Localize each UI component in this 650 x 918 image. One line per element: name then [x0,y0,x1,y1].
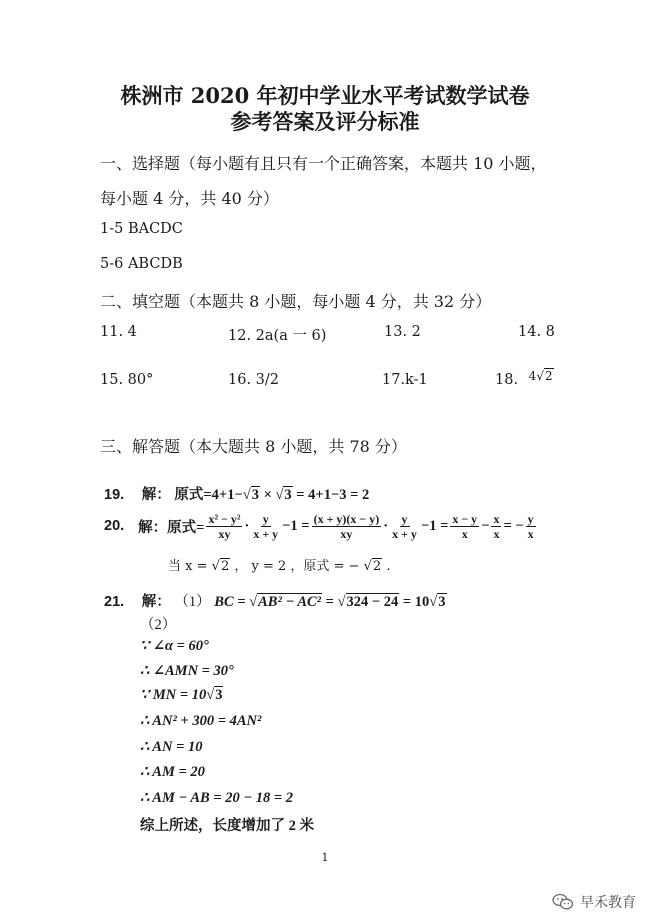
q20-f4-denominator: x + y [392,526,417,541]
q21-part1-marker: （1） [174,594,211,610]
q21-line-6: ∴ AM = 20 [140,764,205,780]
q21-bc-radicand-2: 324 − 24 [346,594,399,610]
q20-label: 解： [138,519,168,536]
q20-minus-3: − [481,517,490,534]
q20-x-radicand: 2 [220,559,230,574]
q20-minus-1: −1 = [282,517,310,534]
q20-f1-denominator: xy [218,526,231,541]
choice-answers-1: 1-5 BACDC [100,221,183,237]
q21-number: 21. [104,594,125,610]
q20-f2-denominator: x + y [253,526,279,541]
q20-fraction-2 [251,512,280,541]
q20-equals: = − [503,517,524,534]
q20-fraction-4 [390,512,419,541]
q21-part1: 21. 解： （1） BC = √AB² − AC² = √324 − 24 = 10√3 [104,594,446,610]
page-number: 1 [321,851,329,864]
q20-minus-2: −1 = [420,517,449,534]
q20-period: . [386,559,391,574]
q21-line-2: ∴ ∠AMN = 30° [140,663,234,679]
q21-line-7: ∴ AM − AB = 20 − 18 = 2 [140,790,294,806]
fill-answer-18-value: 4√2 [528,369,553,383]
q20-f5-denominator: x [461,526,468,541]
q20-f3-numerator: (x + y)(x − y) [313,511,380,526]
fill-answer-14: 14. 8 [518,324,555,340]
q21-label: 解： [141,594,171,610]
q20-pre: 原式= [167,519,205,536]
q19-part3: = 4+1−3 = 2 [296,487,370,503]
q21-eq: = [325,594,334,610]
q19-solution: 19. 解： 原式=4+1−√3 × √3 = 4+1−3 = 2 [104,487,370,503]
q21-bc-radicand: AB² − AC² [258,594,322,610]
q21-line-1: ∵ ∠α = 60° [140,638,209,654]
watermark-text: 早禾教育 [580,895,636,911]
fill-answer-13: 13. 2 [384,324,421,340]
q20-f7-numerator: y [527,511,534,526]
q18-coefficient: 4 [528,369,537,383]
q20-f2-numerator: y [262,511,269,526]
q19-radicand-2: 3 [284,487,292,503]
q21-line-4: ∴ AN² + 300 = 4AN² [140,713,262,729]
q20-f1-numerator: x² − y² [208,511,241,526]
q19-number: 19. [104,487,125,503]
q20-fraction-3 [312,512,382,541]
q21-bc-result: = 10 [402,594,430,610]
q20-result-radicand: 2 [372,559,382,574]
q20-f6-denominator: x [493,526,500,541]
q20-substitution: 当 x = √2 ， y = 2 ，原式 = − √2 . [168,559,391,574]
q19-label: 解： [141,487,171,503]
q21-part2-marker: （2） [140,617,177,633]
q19-part1: 原式=4+1− [174,487,243,503]
section1-heading: 一、选择题（每小题有且只有一个正确答案，本题共 10 小题， [100,154,547,173]
fill-answer-18 [495,369,554,388]
document-title: 株洲市 2020 年初中学业水平考试数学试卷 [120,83,530,108]
wechat-icon [552,893,574,911]
q20-result-text: ， y = 2 ，原式 = − [234,559,360,574]
fill-answer-18-label: 18. [495,372,519,388]
fill-answer-15: 15. 80° [100,372,154,388]
q20-fraction-5 [450,512,479,541]
document-subtitle: 参考答案及评分标准 [230,109,420,134]
q21-bc: BC = [214,594,246,610]
watermark [552,892,636,912]
q20-solution: 20. 解： 原式= $\frac{\text{x² − y²}}{xy}$ · $\frac{y}{x + y}$ −1 = $\frac{(x + y)(x - y)}{xy}$ · $\frac{y}{x + y}$ −1 = $\frac{x - y}{x}$ − $\frac{x}{x}$ = − $\frac{y}{x}$ [104,511,534,541]
section2-heading: 二、填空题（本题共 8 小题，每小题 4 分，共 32 分） [100,292,492,311]
q20-fraction-1 [206,512,242,541]
q20-fraction-6 [491,512,501,541]
q21-line-3-text: ∵ MN = 10 [140,687,207,703]
q21-line-5: ∴ AN = 10 [140,739,203,755]
q20-f4-numerator: y [401,511,408,526]
q20-number: 20. [104,518,125,534]
q20-f3-denominator: xy [340,526,353,541]
q21-line-3: ∵ MN = 10√3 [140,687,223,703]
q20-f6-numerator: x [493,511,500,526]
section3-heading: 三、解答题（本大题共 8 小题，共 78 分） [100,437,407,456]
q20-f5-numerator: x − y [452,511,478,526]
choice-answers-2: 5-6 ABCDB [100,256,183,272]
q20-when: 当 x = [168,559,208,574]
q21-conclusion: 综上所述，长度增加了 2 米 [140,818,314,834]
fill-answer-16: 16. 3/2 [228,372,280,388]
q20-f7-denominator: x [527,526,534,541]
q21-bc-result-radicand: 3 [438,594,446,610]
fill-answer-12: 12. 2a(a 一 6) [228,328,327,344]
fill-answer-17: 17.k-1 [382,372,428,388]
q19-part2: × [263,487,272,503]
q21-line-3-radicand: 3 [215,687,223,703]
fill-answer-11: 11. 4 [100,324,137,340]
q20-fraction-7 [526,512,536,541]
section1-heading-cont: 每小题 4 分，共 40 分） [100,189,279,208]
q19-radicand-1: 3 [251,487,259,503]
q18-radicand: 2 [544,369,553,383]
